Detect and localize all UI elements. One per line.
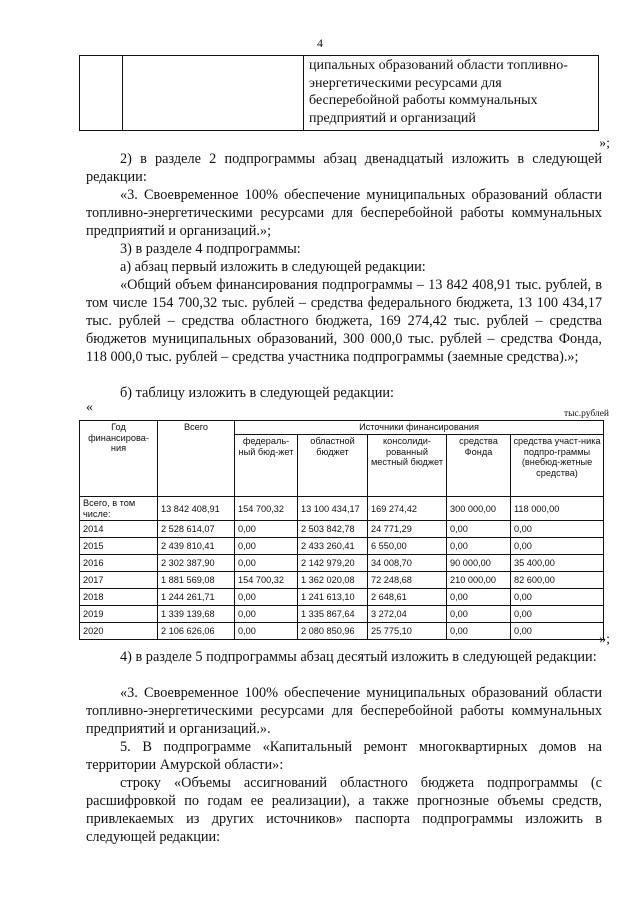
cell-total: 1 881 569,08 [158,572,235,589]
header-participant: средства участ-ника подпро-граммы (внебюд-жетные средства) [511,435,604,497]
cell-regional: 13 100 434,17 [298,497,368,521]
cell-local: 2 648,61 [368,589,447,606]
table-row-total [80,497,604,521]
cell-federal: 0,00 [235,521,298,538]
continued-table [79,55,599,131]
continued-table-text: ципальных образований области топливно-энергетическими ресурсами для бесперебойной работы коммунальных предприятий и организаций [304,56,599,131]
cell-local: 3 272,04 [368,606,447,623]
item3b-paragraph: б) таблицу изложить в следующей редакции: [120,385,394,401]
header-fund: средства Фонда [447,435,511,497]
item4-paragraph: 4) в разделе 5 подпрограммы абзац десятый изложить в следующей редакции: [120,649,597,665]
table-row [80,623,604,640]
cell-regional: 2 503 842,78 [298,521,368,538]
row-label: 2018 [80,589,158,606]
closing-quote-1: »; [599,136,610,151]
cell-total: 2 106 626,06 [158,623,235,640]
page-number: 4 [317,36,323,50]
cell-total: 2 528 614,07 [158,521,235,538]
cell-local: 34 008,70 [368,555,447,572]
continued-table-cell-2 [123,56,304,131]
cell-fund: 0,00 [447,521,511,538]
item4-quote: «3. Своевременное 100% обеспечение муниципальных образований области топливно-энергетическими ресурсами для бесперебойной работы коммунальных предприятий и организаций.». [86,685,602,737]
continued-table-cell-1 [80,56,123,131]
cell-regional: 1 335 867,64 [298,606,368,623]
cell-participant: 35 400,00 [511,555,604,572]
row-label: 2014 [80,521,158,538]
cell-regional: 2 080 850,96 [298,623,368,640]
cell-local: 25 775,10 [368,623,447,640]
cell-total: 2 302 387,90 [158,555,235,572]
table-row [80,589,604,606]
cell-participant: 0,00 [511,623,604,640]
row-label: 2016 [80,555,158,572]
row-label: 2017 [80,572,158,589]
cell-local: 72 248,68 [368,572,447,589]
row-label: Всего, в том числе: [80,497,158,521]
row-label: 2020 [80,623,158,640]
item3a-quote: «Общий объем финансирования подпрограммы – 13 842 408,91 тыс. рублей, в том числе 154 700,32 тыс. рублей – средства федерального бюджета, 13 100 434,17 тыс. рублей – средства областного бюджета, 169 274,42 тыс. рублей – средства бюджетов муниципальных образований, 300 000,0 тыс. рублей – средства Фонда, 118 000,0 тыс. рублей – средства участника подпрограммы (заемные средства).»; [86,277,602,365]
table-row [80,538,604,555]
table-row [80,606,604,623]
cell-participant: 0,00 [511,589,604,606]
header-federal: федераль-ный бюд-жет [235,435,298,497]
cell-federal: 0,00 [235,606,298,623]
row-label: 2015 [80,538,158,555]
table-row [80,555,604,572]
cell-fund: 300 000,00 [447,497,511,521]
row-label: 2019 [80,606,158,623]
cell-federal: 154 700,32 [235,497,298,521]
cell-fund: 0,00 [447,623,511,640]
item5-paragraph: 5. В подпрограмме «Капитальный ремонт многоквартирных домов на территории Амурской области»: [86,739,602,773]
header-regional: областной бюджет [298,435,368,497]
cell-fund: 0,00 [447,589,511,606]
cell-participant: 0,00 [511,521,604,538]
cell-federal: 0,00 [235,555,298,572]
cell-federal: 0,00 [235,538,298,555]
cell-local: 6 550,00 [368,538,447,555]
units-label: тыс.рублей [563,409,609,419]
header-sources: Источники финансирования [235,421,604,435]
cell-total: 1 244 261,71 [158,589,235,606]
cell-fund: 0,00 [447,538,511,555]
cell-participant: 0,00 [511,606,604,623]
cell-fund: 90 000,00 [447,555,511,572]
table-row [80,521,604,538]
header-local: консолиди-рованный местный бюджет [368,435,447,497]
item2-paragraph: 2) в разделе 2 подпрограммы абзац двенадцатый изложить в следующей редакции: [86,151,602,185]
table-open-quote: « [86,400,93,415]
cell-regional: 1 362 020,08 [298,572,368,589]
closing-quote-2: »; [599,632,610,647]
header-year: Год финансирова-ния [80,421,158,497]
cell-local: 24 771,29 [368,521,447,538]
cell-fund: 0,00 [447,606,511,623]
cell-regional: 2 433 260,41 [298,538,368,555]
cell-total: 1 339 139,68 [158,606,235,623]
header-total: Всего [158,421,235,497]
cell-local: 169 274,42 [368,497,447,521]
cell-participant: 118 000,00 [511,497,604,521]
item3a-paragraph: а) абзац первый изложить в следующей редакции: [120,259,426,275]
cell-federal: 154 700,32 [235,572,298,589]
cell-total: 13 842 408,91 [158,497,235,521]
cell-regional: 1 241 613,10 [298,589,368,606]
cell-participant: 0,00 [511,538,604,555]
item2-quote: «3. Своевременное 100% обеспечение муниципальных образований области топливно-энергетическими ресурсами для бесперебойной работы коммунальных предприятий и организаций.»; [86,187,602,239]
cell-participant: 82 600,00 [511,572,604,589]
cell-federal: 0,00 [235,589,298,606]
table-row [80,572,604,589]
cell-total: 2 439 810,41 [158,538,235,555]
item3-paragraph: 3) в разделе 4 подпрограммы: [120,241,301,257]
financing-table [79,420,604,640]
cell-federal: 0,00 [235,623,298,640]
cell-fund: 210 000,00 [447,572,511,589]
cell-regional: 2 142 979,20 [298,555,368,572]
item5-text: строку «Объемы ассигнований областного бюджета подпрограммы (с расшифровкой по годам ее реализации), а также прогнозные объемы средств, привлекаемых из других источников» паспорта подпрограммы изложить в следующей редакции: [86,775,602,845]
